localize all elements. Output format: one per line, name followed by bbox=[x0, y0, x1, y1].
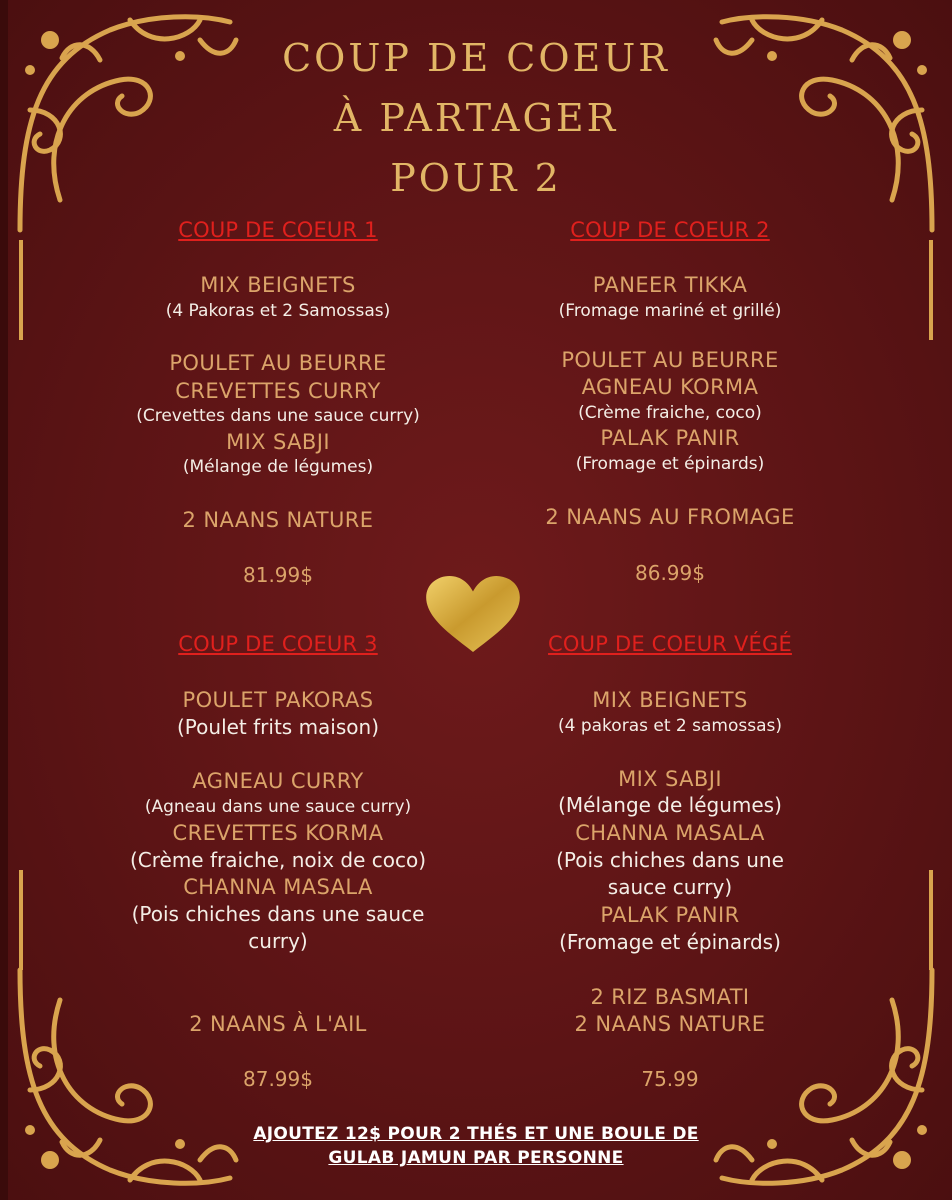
title-line-3: POUR 2 bbox=[390, 156, 562, 200]
section-title: COUP DE COEUR 2 bbox=[570, 218, 770, 242]
menu-item: CHANNA MASALA bbox=[575, 821, 765, 845]
menu-item: CHANNA MASALA bbox=[183, 875, 373, 899]
price: 81.99$ bbox=[243, 563, 313, 587]
menu-item-description: sauce curry) bbox=[607, 875, 733, 899]
menu-item-description: (Mélange de légumes) bbox=[182, 457, 374, 477]
footer-note bbox=[0, 1122, 952, 1170]
menu-item: PALAK PANIR bbox=[600, 903, 740, 927]
bread-item: 2 RIZ BASMATI bbox=[590, 985, 750, 1009]
menu-item-description: (Poulet frits maison) bbox=[177, 715, 379, 739]
menu-item-description: (Crevettes dans une sauce curry) bbox=[136, 406, 420, 426]
bread-item: 2 NAANS AU FROMAGE bbox=[545, 505, 795, 529]
menu-item-description: (Crème fraiche, noix de coco) bbox=[129, 848, 427, 872]
menu-item-description: (Crème fraiche, coco) bbox=[578, 403, 762, 423]
menu-item-description: curry) bbox=[248, 929, 308, 953]
footer-line-1: AJOUTEZ 12$ POUR 2 THÉS ET UNE BOULE DE bbox=[253, 1124, 699, 1144]
section-title: COUP DE COEUR VÉGÉ bbox=[548, 632, 792, 656]
menu-item: AGNEAU KORMA bbox=[581, 375, 759, 399]
bread-item: 2 NAANS NATURE bbox=[182, 508, 374, 532]
price: 87.99$ bbox=[243, 1067, 313, 1091]
menu-item-description: (Fromage et épinards) bbox=[559, 930, 781, 954]
menu-item: POULET AU BEURRE bbox=[169, 351, 387, 375]
right-border-line-lower-icon bbox=[924, 870, 938, 970]
menu-item-description: (4 Pakoras et 2 Samossas) bbox=[165, 301, 391, 321]
menu-item-description: (Fromage et épinards) bbox=[575, 454, 765, 474]
menu-item-description: (Fromage mariné et grillé) bbox=[558, 301, 782, 321]
menu-item: MIX BEIGNETS bbox=[200, 273, 356, 297]
bread-item: 2 NAANS À L'AIL bbox=[189, 1012, 367, 1036]
price: 75.99 bbox=[641, 1067, 699, 1091]
menu-item: AGNEAU CURRY bbox=[192, 769, 364, 793]
menu-item: CREVETTES KORMA bbox=[172, 821, 384, 845]
menu-item: POULET AU BEURRE bbox=[561, 348, 779, 372]
menu-item: POULET PAKORAS bbox=[182, 688, 374, 712]
right-border-line-icon bbox=[924, 240, 938, 340]
menu-item-description: (Agneau dans une sauce curry) bbox=[144, 797, 412, 817]
menu-item: PANEER TIKKA bbox=[592, 273, 748, 297]
menu-item-description: (Pois chiches dans une sauce bbox=[131, 902, 425, 926]
section-title: COUP DE COEUR 1 bbox=[178, 218, 378, 242]
title-line-1: COUP DE COEUR bbox=[282, 36, 670, 80]
menu-item-description: (Pois chiches dans une bbox=[556, 848, 784, 872]
bread-item: 2 NAANS NATURE bbox=[574, 1012, 766, 1036]
section-coup-de-coeur-vege bbox=[470, 0, 870, 1200]
price: 86.99$ bbox=[635, 561, 705, 585]
menu-item: CREVETTES CURRY bbox=[175, 379, 381, 403]
left-border-line-lower-icon bbox=[14, 870, 28, 970]
section-title: COUP DE COEUR 3 bbox=[178, 632, 378, 656]
footer-line-2: GULAB JAMUN PAR PERSONNE bbox=[328, 1148, 624, 1168]
title-line-2: À PARTAGER bbox=[333, 96, 619, 140]
menu-item: PALAK PANIR bbox=[600, 426, 740, 450]
section-coup-de-coeur-3 bbox=[78, 0, 478, 1200]
menu-item: MIX SABJI bbox=[226, 430, 330, 454]
menu-item: MIX BEIGNETS bbox=[592, 688, 748, 712]
menu-item: MIX SABJI bbox=[618, 767, 722, 791]
menu-item-description: (4 pakoras et 2 samossas) bbox=[558, 716, 782, 736]
menu-item-description: (Mélange de légumes) bbox=[558, 793, 782, 817]
left-border-line-icon bbox=[14, 240, 28, 340]
